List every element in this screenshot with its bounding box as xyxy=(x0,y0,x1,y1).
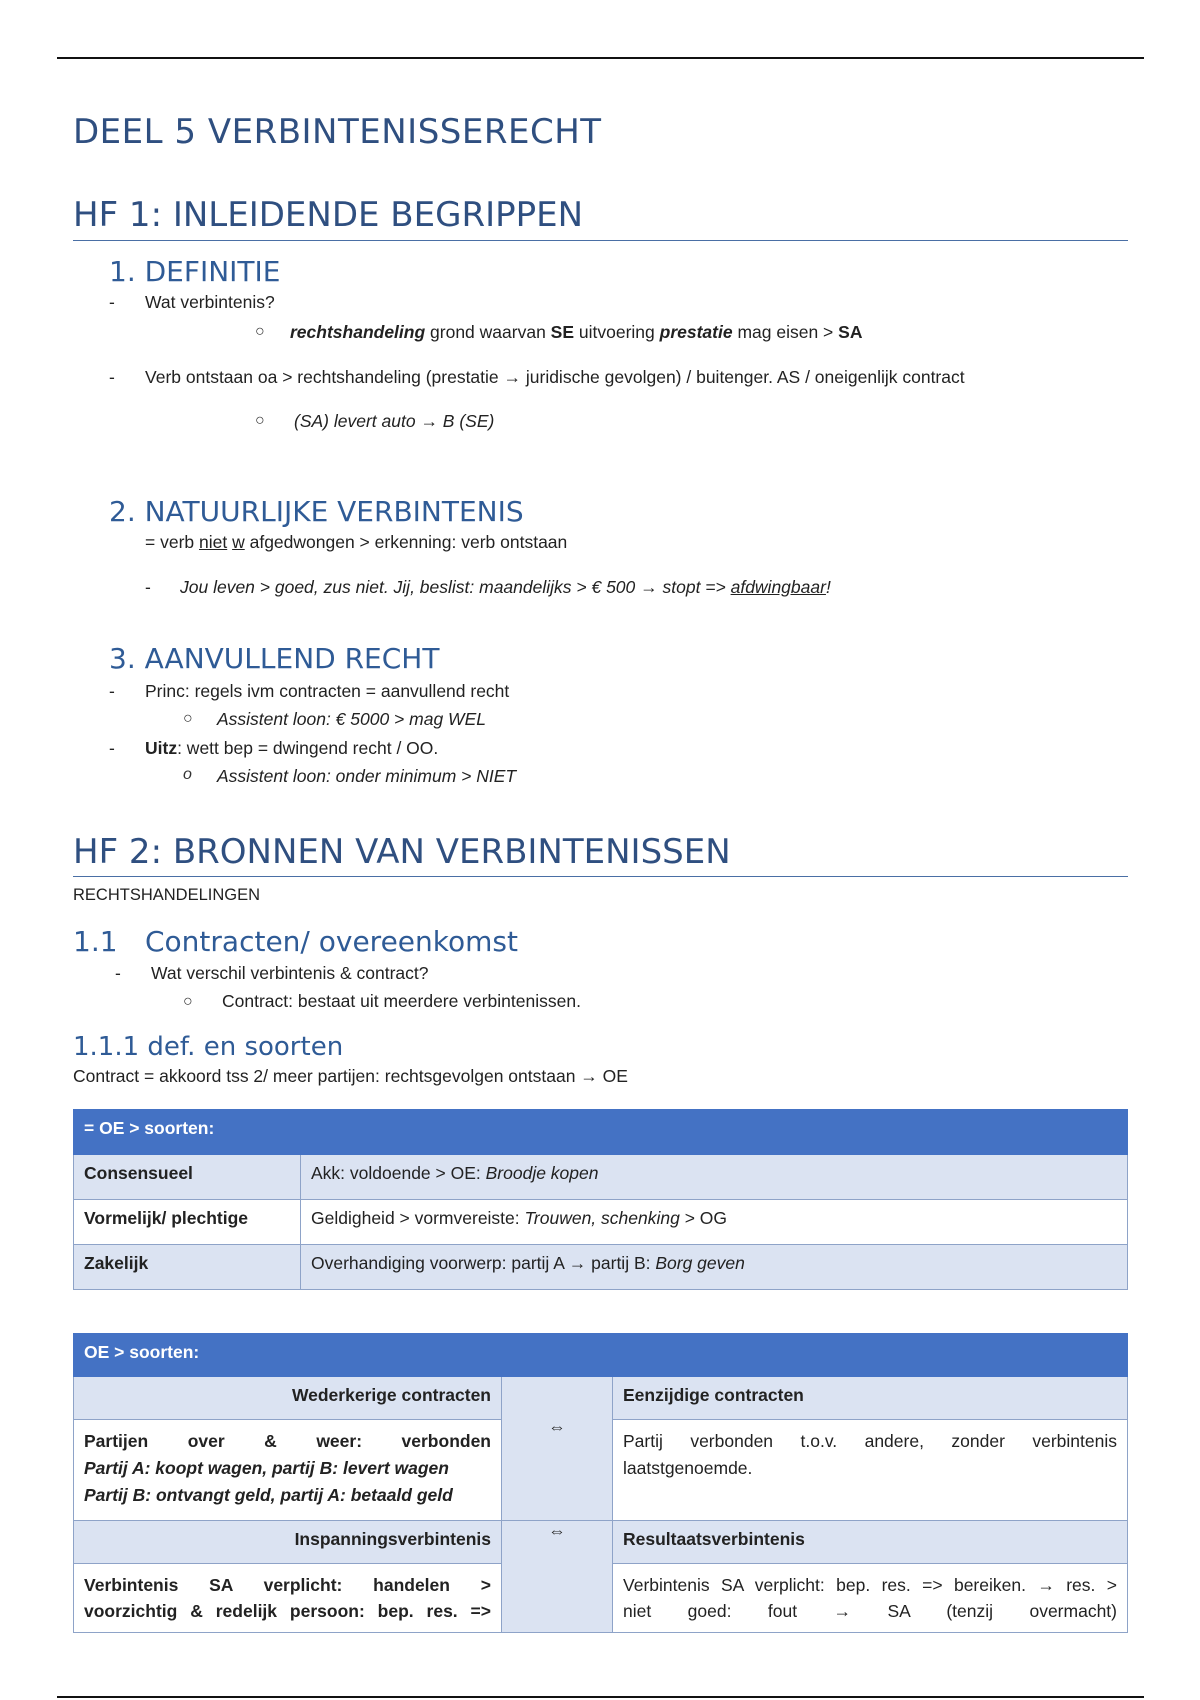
section-1-1-heading: Contracten/ overeenkomst xyxy=(145,925,518,958)
aanvullend-example-1: Assistent loon: € 5000 > mag WEL xyxy=(217,709,486,729)
inspanning-line-2: voorzichtig & redelijk persoon: bep. res. => xyxy=(84,1601,491,1621)
contract-question: Wat verschil verbintenis & contract? xyxy=(151,963,429,983)
wederkerige-line-1: Partijen over & weer: verbonden xyxy=(84,1431,491,1451)
section-definitie-heading: 1. DEFINITIE xyxy=(109,255,281,288)
table-row xyxy=(74,1200,1128,1245)
table-header-cell: OE > soorten: xyxy=(74,1334,1128,1377)
wederkerige-body xyxy=(74,1420,502,1521)
dash-bullet: - xyxy=(109,367,115,387)
eenzijdige-body: Partij verbonden t.o.v. andere, zonder verbintenis laatstgenoemde. xyxy=(613,1420,1128,1521)
aanvullend-exception: Uitz: wett bep = dwingend recht / OO. xyxy=(145,738,439,758)
definitie-explanation: rechtshandeling grond waarvan SE uitvoering prestatie mag eisen > SA xyxy=(290,322,863,342)
example-auto: (SA) levert auto → B (SE) xyxy=(294,411,495,431)
row-value: Overhandiging voorwerp: partij A → partij B: Borg geven xyxy=(301,1245,1128,1290)
wederkerige-line-3: Partij B: ontvangt geld, partij A: betaald geld xyxy=(84,1485,453,1505)
inspanning-line-1: Verbintenis SA verplicht: handelen > xyxy=(84,1575,491,1595)
section-aanvullend-heading: 3. AANVULLEND RECHT xyxy=(109,642,440,675)
table-header-cell: = OE > soorten: xyxy=(74,1110,1128,1155)
dash-bullet: - xyxy=(145,577,151,597)
equivalence-arrow-2: ⇔ xyxy=(502,1521,613,1633)
inspanning-body xyxy=(74,1564,502,1633)
document-title: DEEL 5 VERBINTENISSERECHT xyxy=(73,112,602,152)
row-key: Vormelijk/ plechtige xyxy=(74,1200,301,1245)
table-row xyxy=(74,1155,1128,1200)
table-row xyxy=(74,1377,1128,1420)
definitie-question: Wat verbintenis? xyxy=(145,292,275,312)
oe-soorten-table-1 xyxy=(73,1109,1128,1290)
equivalence-arrow-1: ⇔ xyxy=(502,1377,613,1521)
aanvullend-principle: Princ: regels ivm contracten = aanvullend recht xyxy=(145,681,510,701)
circle-bullet: ○ xyxy=(183,710,193,727)
table-header-row xyxy=(74,1334,1128,1377)
contract-answer: Contract: bestaat uit meerdere verbintenissen. xyxy=(222,991,581,1011)
table-header-row xyxy=(74,1110,1128,1155)
table-row xyxy=(74,1245,1128,1290)
section-1-1-1-heading: 1.1.1 def. en soorten xyxy=(73,1032,344,1062)
bottom-rule xyxy=(57,1696,1144,1698)
natuurlijke-definition: = verb niet w afgedwongen > erkenning: verb ontstaan xyxy=(145,532,568,552)
dash-bullet: - xyxy=(115,963,121,983)
hf1-rule xyxy=(73,240,1128,241)
resultaats-line-1: Verbintenis SA verplicht: bep. res. => bereiken. → res. > xyxy=(623,1575,1117,1595)
dash-bullet: - xyxy=(109,738,115,758)
resultaats-heading: Resultaatsverbintenis xyxy=(613,1521,1128,1564)
section-1-1-number: 1.1 xyxy=(73,925,118,958)
top-rule xyxy=(57,57,1144,59)
verb-ontstaan-line: Verb ontstaan oa > rechtshandeling (prestatie → juridische gevolgen) / buitenger. AS / oneigenlijk contract xyxy=(145,367,965,387)
row-key: Consensueel xyxy=(74,1155,301,1200)
row-value: Akk: voldoende > OE: Broodje kopen xyxy=(301,1155,1128,1200)
table-row xyxy=(74,1521,1128,1564)
row-value: Geldigheid > vormvereiste: Trouwen, schenking > OG xyxy=(301,1200,1128,1245)
hf2-heading: HF 2: BRONNEN VAN VERBINTENISSEN xyxy=(73,832,731,872)
wederkerige-line-2: Partij A: koopt wagen, partij B: levert wagen xyxy=(84,1458,449,1478)
hf1-heading: HF 1: INLEIDENDE BEGRIPPEN xyxy=(73,195,584,235)
circle-bullet: ○ xyxy=(255,323,265,340)
resultaats-line-2: niet goed: fout → SA (tenzij overmacht) xyxy=(623,1601,1117,1621)
dash-bullet: - xyxy=(109,292,115,312)
row-key: Zakelijk xyxy=(74,1245,301,1290)
section-natuurlijke-heading: 2. NATUURLIJKE VERBINTENIS xyxy=(109,495,524,528)
circle-bullet: ○ xyxy=(183,993,193,1010)
oe-soorten-table-2 xyxy=(73,1333,1128,1633)
inspanning-heading: Inspanningsverbintenis xyxy=(74,1521,502,1564)
natuurlijke-example: Jou leven > goed, zus niet. Jij, beslist: maandelijks > € 500 → stopt => afdwingbaar! xyxy=(180,577,831,597)
rechtshandelingen-label: RECHTSHANDELINGEN xyxy=(73,886,261,904)
wederkerige-heading: Wederkerige contracten xyxy=(74,1377,502,1420)
contract-definition: Contract = akkoord tss 2/ meer partijen: rechtsgevolgen ontstaan → OE xyxy=(73,1066,628,1086)
aanvullend-example-2: Assistent loon: onder minimum > NIET xyxy=(217,766,517,786)
resultaats-body xyxy=(613,1564,1128,1633)
circle-bullet: o xyxy=(183,766,192,783)
circle-bullet: ○ xyxy=(255,412,265,429)
dash-bullet: - xyxy=(109,681,115,701)
eenzijdige-heading: Eenzijdige contracten xyxy=(613,1377,1128,1420)
hf2-rule xyxy=(73,876,1128,877)
